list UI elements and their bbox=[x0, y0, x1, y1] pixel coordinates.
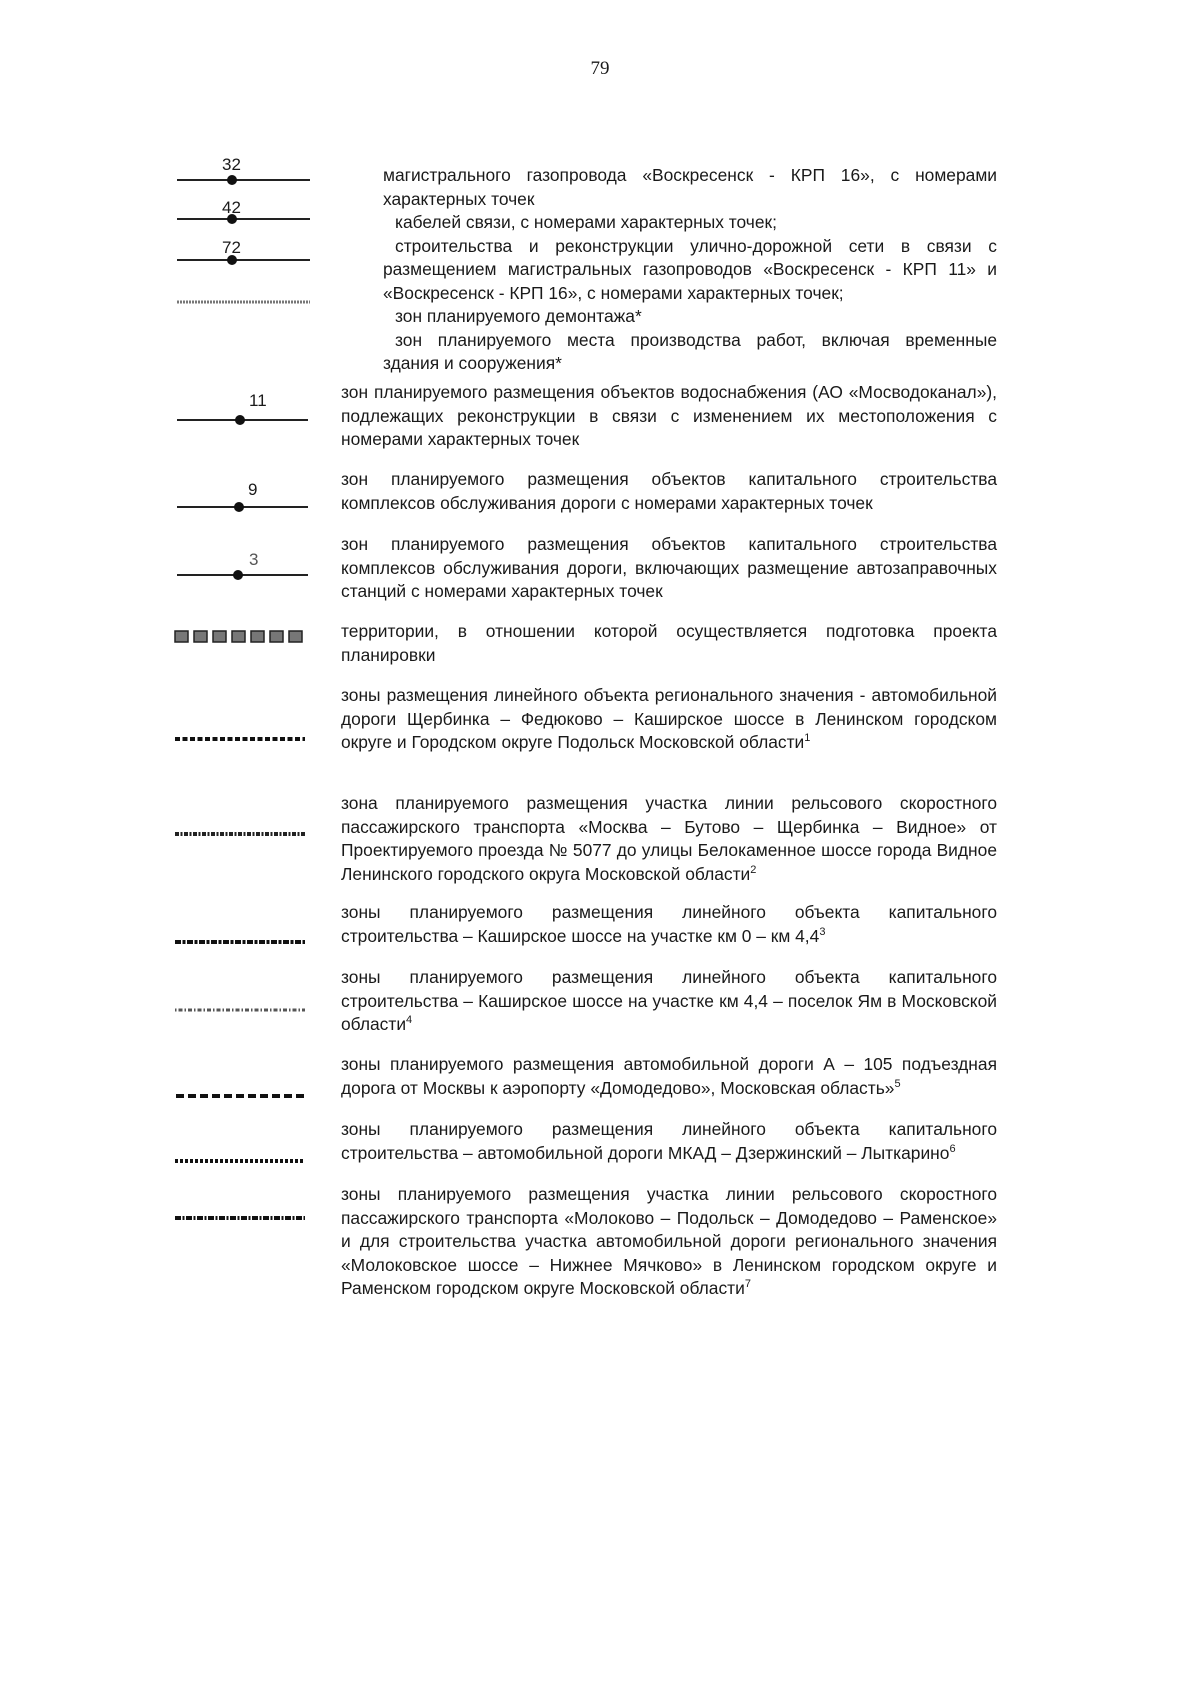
legend-text: зоны планируемого размещения линейного объекта капитального строительства – Каширское шоссе на участке км 4,4 – поселок Ям в Московской области$^4$ bbox=[341, 967, 997, 1034]
symbol-number: 11 bbox=[249, 391, 267, 410]
symbol-number: 9 bbox=[248, 480, 258, 499]
legend-text: зон планируемого размещения объектов водоснабжения (АО «Мосводоканал»), подлежащих реконструкции в связи с изменением их местоположения с номерами характерных точек bbox=[341, 382, 997, 449]
legend-symbol-gas-station bbox=[175, 565, 315, 589]
legend-symbol-molokovo-rail bbox=[173, 1213, 313, 1223]
legend-text: территории, в отношении которой осуществляется подготовка проекта планировки bbox=[341, 621, 997, 665]
symbol-number: 42 bbox=[222, 198, 241, 217]
legend-text: зон планируемого размещения объектов капитального строительства комплексов обслуживания дороги, включающих размещение автозаправочных станций с номерами характерных точек bbox=[341, 534, 997, 601]
symbol-number: 3 bbox=[249, 550, 259, 569]
legend-symbol-gas-pipeline bbox=[175, 168, 315, 318]
symbol-number: 72 bbox=[222, 238, 241, 257]
legend-text: зоны планируемого размещения линейного объекта капитального строительства – автомобильной дороги МКАД – Дзержинский – Лыткарино$^6$ bbox=[341, 1119, 997, 1163]
legend-symbol-kashirskoe-4-yam bbox=[173, 1005, 313, 1015]
legend-symbol-road-a105 bbox=[173, 1091, 313, 1101]
legend-symbol-rail-transit bbox=[173, 829, 313, 839]
legend-symbol-mkad-lytkarino bbox=[173, 1156, 313, 1166]
legend-text: зона планируемого размещения участка линии рельсового скоростного пассажирского транспорта «Москва – Бутово – Щербинка – Видное» от Проектируемого проезда № 5077 до улицы Белокаменное шоссе города Видное Ленинского городского округа Московской области$^2$ bbox=[341, 793, 997, 884]
symbol-number: 32 bbox=[222, 155, 241, 174]
page-number: 79 bbox=[590, 58, 610, 79]
legend-symbol-regional-road bbox=[173, 734, 313, 744]
legend-symbol-water-supply bbox=[175, 410, 315, 434]
legend-text-block1: магистрального газопровода «Воскресенск - КРП 16», с номерами характерных точек кабелей связи, с номерами характерных точек; строительства и реконструкции улично-дорожной сети в связи с размещением магистральных газопроводов «Воскресенск - КРП 11» и «Воскресенск - КРП 16», с номерами характерных точек; зон планируемого демонтажа* зон планируемого места производства работ, включая временные здания и сооружения* bbox=[383, 165, 997, 373]
legend-symbol-kashirskoe-0-4 bbox=[173, 937, 313, 947]
legend-symbol-territory-boundary bbox=[173, 629, 313, 645]
legend-text: зон планируемого размещения объектов капитального строительства комплексов обслуживания дороги с номерами характерных точек bbox=[341, 469, 997, 513]
legend-text: зоны размещения линейного объекта регионального значения - автомобильной дороги Щербинка – Федюково – Каширское шоссе в Ленинском городском округе и Городском округе Подольск Московской области$^1$ bbox=[341, 685, 997, 752]
legend-symbol-road-service bbox=[175, 497, 315, 521]
legend-text: зоны планируемого размещения линейного объекта капитального строительства – Каширское шоссе на участке км 0 – км $4,4^3$ bbox=[341, 902, 997, 946]
legend-text: зоны планируемого размещения автомобильной дороги А – 105 подъездная дорога от Москвы к аэропорту «Домодедово», Московская область»$^5$ bbox=[341, 1054, 997, 1098]
legend-text: зоны планируемого размещения участка линии рельсового скоростного пассажирского транспорта «Молоково – Подольск – Домодедово – Раменское» и для строительства участка автомобильной дороги регионального значения «Молоковское шоссе – Нижнее Мячково» в Ленинском городском округе и Раменском городском округе Московской области$^7$ bbox=[341, 1184, 997, 1298]
